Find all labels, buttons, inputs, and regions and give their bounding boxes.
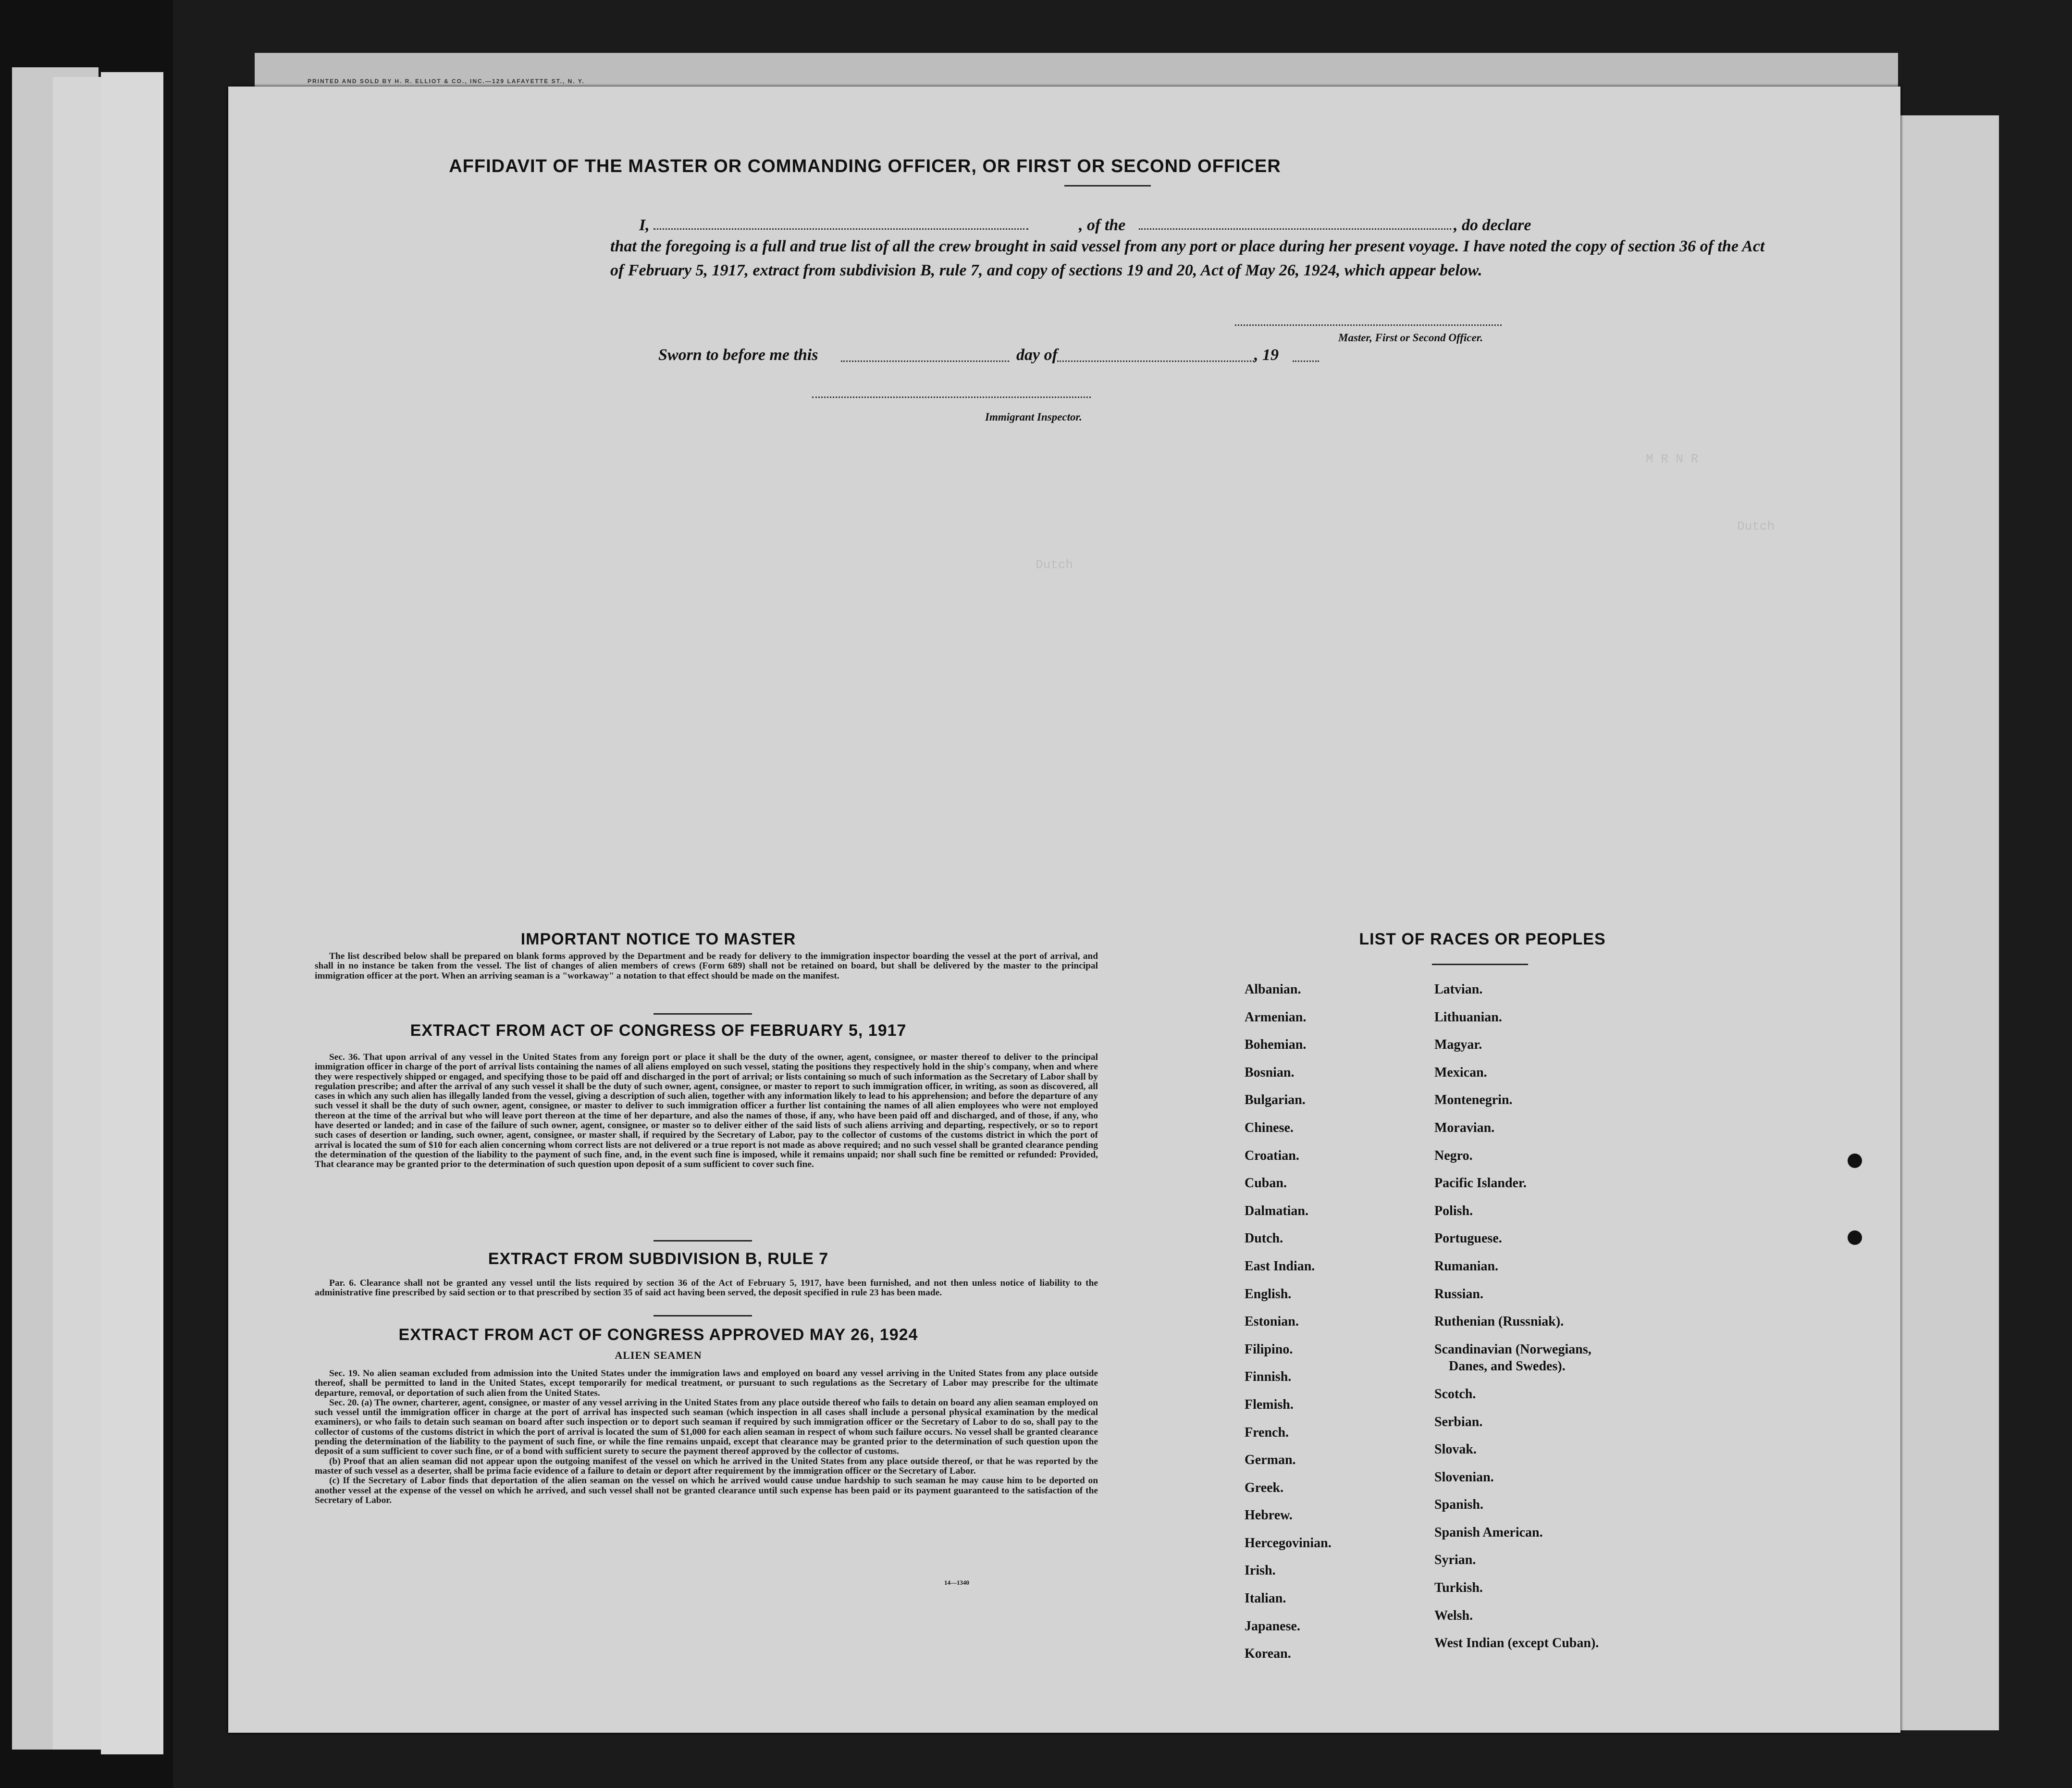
race-entry: East Indian. [1245,1258,1315,1274]
year-blank[interactable] [1293,360,1319,362]
race-entry: Magyar. [1434,1037,1482,1053]
section-rule [654,1315,752,1316]
races-left-column [1245,976,1332,1668]
race-entry: Ruthenian (Russniak). [1434,1314,1564,1329]
race-entry: Bulgarian. [1245,1093,1306,1108]
race-entry: Italian. [1245,1591,1286,1606]
sworn-label: Sworn to before me this [658,346,818,364]
race-entry: Rumanian. [1434,1258,1499,1274]
vessel-blank[interactable] [1139,228,1451,230]
race-entry: Armenian. [1245,1009,1307,1025]
affidavit-title: AFFIDAVIT OF THE MASTER OR COMMANDING OFFICER, OR FIRST OR SECOND OFFICER [449,156,1281,176]
race-entry: Pacific Islander. [1434,1176,1527,1191]
race-entry: Russian. [1434,1286,1483,1302]
race-entry: Negro. [1434,1148,1473,1163]
race-entry: English. [1245,1286,1292,1302]
race-entry: Spanish American. [1434,1525,1543,1540]
race-entry: Montenegrin. [1434,1093,1513,1108]
race-entry: Korean. [1245,1646,1291,1662]
section-rule [654,1240,752,1242]
inspector-signature-blank[interactable] [812,397,1091,398]
inspector-label: Immigrant Inspector. [985,411,1082,423]
race-entry: Latvian. [1434,982,1483,997]
day-of-label: day of [1016,346,1058,364]
extract-1917-title: EXTRACT FROM ACT OF CONGRESS OF FEBRUARY 5, 1917 [410,1021,907,1040]
race-entry: Moravian. [1434,1120,1495,1135]
section-rule [654,1013,752,1015]
race-entry: Cuban. [1245,1176,1287,1191]
form-number: 14—1340 [944,1579,969,1586]
race-entry: Lithuanian. [1434,1009,1502,1025]
title-rule [1064,185,1151,186]
race-entry: Bosnian. [1245,1065,1295,1080]
race-entry: Dalmatian. [1245,1203,1308,1218]
rule7-text: Par. 6. Clearance shall not be granted any vessel until the lists required by section 36 of the Act of February 5, 1917, have been furnished, and not then unless notice of liability to the administrative fine prescribed by said section or to that prescribed by section 35 of said act having been served, the deposit specified in rule 23 has been made. [315,1278,1098,1298]
affidavit-i-label: I, [639,216,650,234]
race-entry: West Indian (except Cuban). [1434,1636,1599,1651]
races-right-column [1434,976,1599,1657]
extract-1917-text: Sec. 36. That upon arrival of any vessel in the United States from any foreign port or place it shall be the duty of the owner, agent, consignee, or master thereof to deliver to the principal immigration officer in charge of the port of arrival lists containing the names of all aliens employed on such vessel, stating the positions they respectively hold in the ship's company, when and where they were respectively shipped or engaged, and specifying those to be paid off and discharged in the port of arrival; or lists containing so much of such information as the Secretary of Labor shall by regulation prescribe; and after the arrival of any such vessel it shall be the duty of such owner, agent, consignee, or master to report to such immigration officer, in writing, as soon as discovered, all cases in which any such alien has illegally landed from the vessel, giving a description of such alien, together with any information likely to lead to his apprehension; and before the departure of any such vessel it shall be the duty of such owner, agent, consignee, or master to deliver to such immigration officer a further list containing the names of all alien employees who were not employed thereon at the time of the arrival but who will leave port thereon at the time of her departure, and also the names of those, if any, who have been paid off and discharged, and of those, if any, who have deserted or landed; and in case of the failure of such owner, agent, consignee, or master so to deliver either of the said lists of such aliens arriving and departing, respectively, or so to report such cases of desertion or landing, such owner, agent, consignee, or master shall, if required by the Secretary of Labor, pay to the collector of customs of the customs district in which the port of arrival is located the sum of $10 for each alien concerning whom correct lists are not delivered or a true report is not made as above required; and no such vessel shall be granted clearance pending the determination of the question of the liability to the payment of such fine, and, in the event such fine is imposed, while it remains unpaid; nor shall such fine be remitted or refunded: Provided, That clearance may be granted prior to the determination of such question upon deposit of a sum sufficient to cover such fine. [315,1052,1098,1170]
bleed-through-text: Dutch [1036,558,1073,572]
race-entry: Filipino. [1245,1341,1293,1357]
race-entry: Croatian. [1245,1148,1299,1163]
of-the-label: , of the [1079,216,1126,234]
race-entry: Scandinavian (Norwegians, [1434,1341,1591,1357]
signature-blank[interactable] [1235,324,1502,326]
affidavit-declaration: that the foregoing is a full and true list of all the crew brought in said vessel from any port or place during her present voyage. I have noted the copy of section 36 of the Act of February 5, 1917, extract from subdivision B, rule 7, and copy of sections 19 and 20, Act of May 26, 1924, which appear below. [610,237,1765,279]
race-entry: Estonian. [1245,1314,1299,1329]
extract-1924-text: Sec. 19. No alien seaman excluded from admission into the United States under the immigration laws and employed on board any vessel arriving in the United States from any place outside thereof, shall be permitted to land in the United States, except temporarily for medical treatment, or pursuant to such regulations as the Secretary of Labor may prescribe for the ultimate departure, removal, or deportation of such alien from the United States. Sec. 20. (a) The owner, charterer, agent, consignee, or master of any vessel arriving in the United States from any place outside thereof who fails to detain on board any alien seaman employed on such vessel until the immigration officer in charge at the port of arrival has inspected such seaman (which inspection in all cases shall include a personal physical examination by the medical examiners), or who fails to detain such seaman on board after such inspection or to deport such seaman if required by such immigration officer or the Secretary of Labor to do so, shall pay to the collector of customs of the customs district in which the port of arrival is located the sum of $1,000 for each alien seaman in respect of whom such failure occurs. No vessel shall be granted clearance pending the determination of the liability to the payment of such fine, or while the fine remains unpaid, except that clearance may be granted prior to the determination of such question upon the deposit of a sum sufficient to cover such fine, or of a bond with sufficient surety to secure the payment thereof approved by the collector of customs. (b) Proof that an alien seaman did not appear upon the outgoing manifest of the vessel on which he arrived in the United States from any place outside thereof, or that he was reported by the master of such vessel as a deserter, shall be prima facie evidence of a failure to detain or deport after requirement by the immigration officer or the Secretary of Labor. (c) If the Secretary of Labor finds that deportation of the alien seaman on the vessel on which he arrived would cause undue hardship to such seaman he may cause him to be deported on another vessel at the expense of the vessel on which he arrived, and such vessel shall not be granted clearance until such expense has been paid or its payment guaranteed to the satisfaction of the Secretary of Labor. [315,1368,1098,1505]
race-entry: German. [1245,1453,1296,1468]
sworn-day-blank[interactable] [841,360,1009,362]
extract-1924-title: EXTRACT FROM ACT OF CONGRESS APPROVED MAY 26, 1924 [398,1326,918,1344]
rule7-title: EXTRACT FROM SUBDIVISION B, RULE 7 [488,1250,829,1268]
back-sheet [101,72,163,1754]
races-title: LIST OF RACES OR PEOPLES [1359,930,1606,948]
notice-text: The list described below shall be prepared on blank forms approved by the Department and be ready for delivery to the immigration inspector boarding the vessel at the port of arrival, and shall in no instance be taken from the vessel. The list of changes of alien members of crews (Form 689) shall not be retained on board, but shall be delivered by the master to the principal immigration officer at the port. When an arriving seaman is a "workaway" a notation to that effect should be made on the manifest. [315,951,1098,981]
race-entry: Spanish. [1434,1497,1483,1513]
races-rule [1432,964,1528,965]
sworn-month-blank[interactable] [1057,360,1254,362]
race-entry: Irish. [1245,1563,1276,1578]
race-entry: Danes, and Swedes). [1449,1359,1566,1374]
race-entry: Japanese. [1245,1618,1300,1634]
race-entry: Dutch. [1245,1231,1283,1246]
race-entry: Slovak. [1434,1442,1477,1457]
race-entry: Portuguese. [1434,1231,1502,1246]
signature-label: Master, First or Second Officer. [1338,332,1483,344]
race-entry: Slovenian. [1434,1469,1494,1485]
name-blank[interactable] [654,228,1028,230]
race-entry: Greek. [1245,1480,1284,1495]
document-page [228,87,1900,1733]
race-entry: Syrian. [1434,1552,1476,1568]
race-entry: Finnish. [1245,1369,1292,1385]
race-entry: Hercegovinian. [1245,1535,1332,1551]
race-entry: Albanian. [1245,982,1301,997]
race-entry: Flemish. [1245,1397,1294,1412]
race-entry: Chinese. [1245,1120,1294,1135]
do-declare-label: , do declare [1454,216,1531,234]
race-entry: Bohemian. [1245,1037,1307,1053]
race-entry: Scotch. [1434,1386,1476,1402]
printer-imprint: PRINTED AND SOLD BY H. R. ELLIOT & CO., INC.—129 LAFAYETTE ST., N. Y. [308,78,585,85]
extract-1924-subtitle: ALIEN SEAMEN [615,1349,702,1361]
binder-hole [1848,1230,1862,1245]
race-entry: Polish. [1434,1203,1473,1218]
bleed-through-text: Dutch [1737,519,1775,534]
binder-hole [1848,1154,1862,1168]
race-entry: Serbian. [1434,1414,1483,1429]
race-entry: Hebrew. [1245,1508,1293,1523]
bleed-through-text: M R N R [1646,452,1699,466]
race-entry: French. [1245,1425,1289,1440]
race-entry: Turkish. [1434,1580,1483,1596]
race-entry: Mexican. [1434,1065,1487,1080]
year-label: , 19 [1254,346,1279,364]
notice-title: IMPORTANT NOTICE TO MASTER [520,930,796,948]
race-entry: Welsh. [1434,1608,1473,1623]
